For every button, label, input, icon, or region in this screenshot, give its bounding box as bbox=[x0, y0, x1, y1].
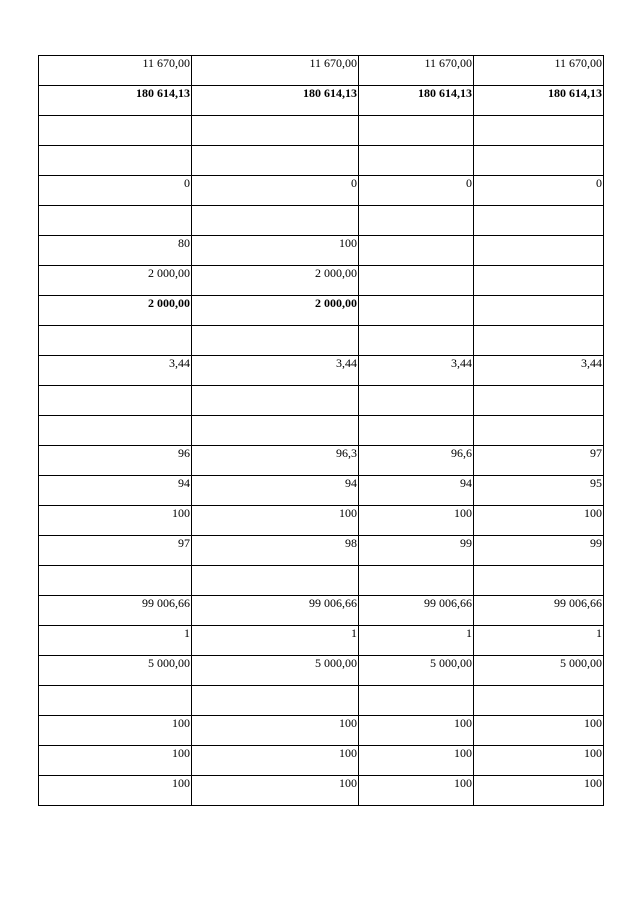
table-cell bbox=[359, 686, 474, 716]
table-cell: 3,44 bbox=[474, 356, 604, 386]
table-cell: 97 bbox=[39, 536, 192, 566]
table-cell bbox=[359, 266, 474, 296]
table-cell: 11 670,00 bbox=[192, 56, 359, 86]
table-cell: 2 000,00 bbox=[192, 266, 359, 296]
table-cell: 100 bbox=[359, 716, 474, 746]
table-cell: 100 bbox=[39, 776, 192, 806]
table-cell bbox=[192, 386, 359, 416]
table-cell: 80 bbox=[39, 236, 192, 266]
table-cell: 11 670,00 bbox=[359, 56, 474, 86]
table-row bbox=[39, 116, 604, 146]
table-cell bbox=[192, 566, 359, 596]
table-cell: 100 bbox=[192, 716, 359, 746]
table-cell: 98 bbox=[192, 536, 359, 566]
table-cell: 94 bbox=[359, 476, 474, 506]
table-cell: 95 bbox=[474, 476, 604, 506]
table-cell bbox=[359, 296, 474, 326]
table-cell: 5 000,00 bbox=[192, 656, 359, 686]
table-row bbox=[39, 386, 604, 416]
table-cell: 100 bbox=[474, 746, 604, 776]
table-cell: 5 000,00 bbox=[39, 656, 192, 686]
table-row bbox=[39, 446, 604, 476]
table-row bbox=[39, 296, 604, 326]
table-cell bbox=[474, 566, 604, 596]
table-row bbox=[39, 626, 604, 656]
table-cell: 99 bbox=[474, 536, 604, 566]
table-cell: 100 bbox=[474, 506, 604, 536]
table-cell bbox=[39, 386, 192, 416]
table-cell: 11 670,00 bbox=[474, 56, 604, 86]
table-cell: 11 670,00 bbox=[39, 56, 192, 86]
table-cell: 3,44 bbox=[359, 356, 474, 386]
table-cell: 100 bbox=[39, 746, 192, 776]
table-cell: 96,6 bbox=[359, 446, 474, 476]
table-cell bbox=[359, 116, 474, 146]
table-row bbox=[39, 716, 604, 746]
table-cell bbox=[192, 416, 359, 446]
table-cell bbox=[359, 146, 474, 176]
table-cell: 99 006,66 bbox=[474, 596, 604, 626]
table-cell: 180 614,13 bbox=[474, 86, 604, 116]
table-body bbox=[39, 56, 604, 806]
table-cell: 0 bbox=[474, 176, 604, 206]
table-cell bbox=[359, 326, 474, 356]
table-cell: 100 bbox=[192, 506, 359, 536]
table-cell: 1 bbox=[359, 626, 474, 656]
table-cell: 100 bbox=[39, 716, 192, 746]
table-cell: 96 bbox=[39, 446, 192, 476]
table-cell: 5 000,00 bbox=[474, 656, 604, 686]
table-cell: 96,3 bbox=[192, 446, 359, 476]
table-cell bbox=[474, 146, 604, 176]
table-cell: 100 bbox=[359, 776, 474, 806]
table-row bbox=[39, 356, 604, 386]
table-cell bbox=[359, 206, 474, 236]
table-row bbox=[39, 416, 604, 446]
table-cell bbox=[474, 116, 604, 146]
table-cell: 2 000,00 bbox=[192, 296, 359, 326]
table-row bbox=[39, 596, 604, 626]
table-cell bbox=[192, 326, 359, 356]
table-cell: 100 bbox=[359, 746, 474, 776]
table-cell: 100 bbox=[192, 776, 359, 806]
table-row bbox=[39, 656, 604, 686]
table-cell bbox=[474, 326, 604, 356]
table-cell: 5 000,00 bbox=[359, 656, 474, 686]
table-row bbox=[39, 206, 604, 236]
table-cell: 100 bbox=[192, 236, 359, 266]
table-cell bbox=[39, 686, 192, 716]
table-cell: 94 bbox=[39, 476, 192, 506]
table-cell: 100 bbox=[474, 716, 604, 746]
table-row bbox=[39, 566, 604, 596]
table-row bbox=[39, 266, 604, 296]
table-cell bbox=[474, 386, 604, 416]
table-cell: 100 bbox=[474, 776, 604, 806]
table-row bbox=[39, 746, 604, 776]
table-cell bbox=[192, 206, 359, 236]
table-cell: 3,44 bbox=[192, 356, 359, 386]
table-row bbox=[39, 146, 604, 176]
table-cell: 180 614,13 bbox=[39, 86, 192, 116]
table-cell bbox=[39, 146, 192, 176]
table-cell: 180 614,13 bbox=[359, 86, 474, 116]
table-cell bbox=[474, 266, 604, 296]
table-cell: 2 000,00 bbox=[39, 296, 192, 326]
table-cell bbox=[192, 146, 359, 176]
table-row bbox=[39, 476, 604, 506]
table-cell bbox=[39, 326, 192, 356]
table-cell bbox=[474, 296, 604, 326]
table-cell: 3,44 bbox=[39, 356, 192, 386]
table-row bbox=[39, 236, 604, 266]
table-cell bbox=[39, 416, 192, 446]
data-table bbox=[38, 55, 604, 806]
table-cell: 0 bbox=[39, 176, 192, 206]
table-row bbox=[39, 536, 604, 566]
table-cell: 99 bbox=[359, 536, 474, 566]
table-cell: 100 bbox=[192, 746, 359, 776]
table-cell: 99 006,66 bbox=[359, 596, 474, 626]
table-cell: 100 bbox=[359, 506, 474, 536]
table-cell bbox=[39, 116, 192, 146]
table-row bbox=[39, 326, 604, 356]
table-row bbox=[39, 176, 604, 206]
table-cell bbox=[474, 686, 604, 716]
table-cell: 1 bbox=[39, 626, 192, 656]
table-cell bbox=[474, 206, 604, 236]
table-cell: 180 614,13 bbox=[192, 86, 359, 116]
table-cell bbox=[192, 116, 359, 146]
table-row bbox=[39, 686, 604, 716]
table-cell: 1 bbox=[474, 626, 604, 656]
table-row bbox=[39, 506, 604, 536]
table-row bbox=[39, 86, 604, 116]
table-row bbox=[39, 56, 604, 86]
table-cell: 1 bbox=[192, 626, 359, 656]
table-cell: 0 bbox=[192, 176, 359, 206]
table-cell bbox=[359, 416, 474, 446]
table-cell: 2 000,00 bbox=[39, 266, 192, 296]
table-row bbox=[39, 776, 604, 806]
table-cell: 0 bbox=[359, 176, 474, 206]
table-cell bbox=[192, 686, 359, 716]
table-cell: 97 bbox=[474, 446, 604, 476]
table-cell: 99 006,66 bbox=[39, 596, 192, 626]
table-cell bbox=[39, 206, 192, 236]
table-cell bbox=[39, 566, 192, 596]
table-cell bbox=[359, 566, 474, 596]
table-cell bbox=[474, 416, 604, 446]
table-cell bbox=[474, 236, 604, 266]
table-cell: 100 bbox=[39, 506, 192, 536]
table-cell bbox=[359, 386, 474, 416]
table-cell: 99 006,66 bbox=[192, 596, 359, 626]
table-cell bbox=[359, 236, 474, 266]
table-cell: 94 bbox=[192, 476, 359, 506]
